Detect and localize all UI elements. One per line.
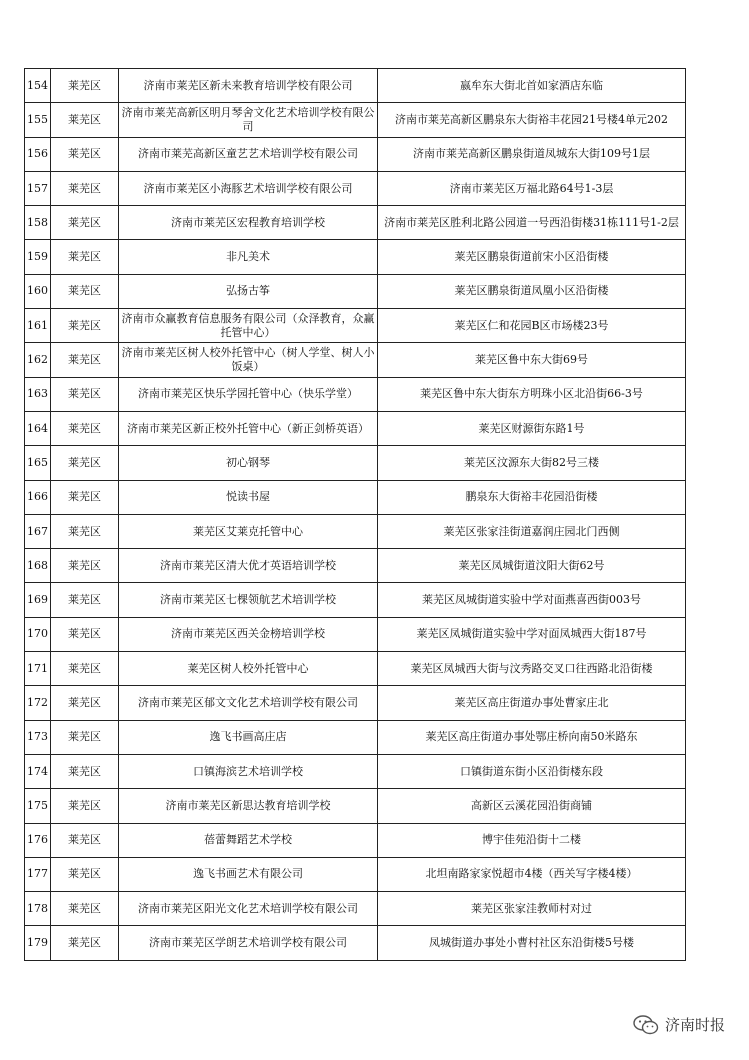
address-cell: 鹏泉东大街裕丰花园沿街楼 [378,480,686,514]
address-cell: 济南市莱芜高新区鹏泉街道凤城东大街109号1层 [378,137,686,171]
table-row [25,857,686,891]
institution-name-cell: 济南市莱芜区小海豚艺术培训学校有限公司 [119,171,378,205]
address-cell: 莱芜区鲁中东大街69号 [378,343,686,377]
institution-name-cell: 口镇海滨艺术培训学校 [119,754,378,788]
institution-name-cell: 济南市莱芜区西关金榜培训学校 [119,617,378,651]
institution-name-cell: 蓓蕾舞蹈艺术学校 [119,823,378,857]
row-number-cell: 164 [25,411,51,445]
table-row [25,171,686,205]
district-cell: 莱芜区 [51,411,119,445]
row-number-cell: 179 [25,926,51,960]
table-row [25,892,686,926]
table-row [25,103,686,137]
table-row [25,69,686,103]
row-number-cell: 170 [25,617,51,651]
address-cell: 莱芜区凤城街道实验中学对面燕喜西街003号 [378,583,686,617]
institution-name-cell: 济南市莱芜高新区明月琴舍文化艺术培训学校有限公司 [119,103,378,137]
row-number-cell: 157 [25,171,51,205]
row-number-cell: 165 [25,446,51,480]
institution-name-cell: 济南市众赢教育信息服务有限公司（众泽教育，众赢托管中心） [119,309,378,343]
institution-name-cell: 莱芜区树人校外托管中心 [119,652,378,686]
row-number-cell: 163 [25,377,51,411]
row-number-cell: 155 [25,103,51,137]
district-cell: 莱芜区 [51,446,119,480]
institution-table [24,68,686,961]
district-cell: 莱芜区 [51,652,119,686]
row-number-cell: 154 [25,69,51,103]
table-row [25,754,686,788]
district-cell: 莱芜区 [51,103,119,137]
institution-name-cell: 悦读书屋 [119,480,378,514]
district-cell: 莱芜区 [51,823,119,857]
row-number-cell: 176 [25,823,51,857]
district-cell: 莱芜区 [51,617,119,651]
district-cell: 莱芜区 [51,686,119,720]
row-number-cell: 169 [25,583,51,617]
institution-name-cell: 济南市莱芜区学朗艺术培训学校有限公司 [119,926,378,960]
table-row [25,377,686,411]
table-row [25,617,686,651]
row-number-cell: 178 [25,892,51,926]
address-cell: 莱芜区汶源东大街82号三楼 [378,446,686,480]
table-row [25,789,686,823]
address-cell: 莱芜区凤城西大街与汶秀路交叉口往西路北沿街楼 [378,652,686,686]
table-body [25,69,686,961]
address-cell: 嬴牟东大街北首如家酒店东临 [378,69,686,103]
institution-name-cell: 济南市莱芜区七棵领航艺术培训学校 [119,583,378,617]
address-cell: 济南市莱芜区胜利北路公园道一号西沿街楼31栋111号1-2层 [378,206,686,240]
institution-name-cell: 济南市莱芜区快乐学园托管中心（快乐学堂） [119,377,378,411]
table-row [25,240,686,274]
district-cell: 莱芜区 [51,857,119,891]
district-cell: 莱芜区 [51,480,119,514]
table-row [25,274,686,308]
institution-name-cell: 逸飞书画艺术有限公司 [119,857,378,891]
address-cell: 北坦南路家家悦超市4楼（西关写字楼4楼） [378,857,686,891]
district-cell: 莱芜区 [51,240,119,274]
table-row [25,823,686,857]
row-number-cell: 172 [25,686,51,720]
address-cell: 凤城街道办事处小曹村社区东沿街楼5号楼 [378,926,686,960]
address-cell: 济南市莱芜高新区鹏泉东大街裕丰花园21号楼4单元202 [378,103,686,137]
row-number-cell: 167 [25,514,51,548]
table-row [25,137,686,171]
district-cell: 莱芜区 [51,549,119,583]
institution-name-cell: 济南市莱芜区新未来教育培训学校有限公司 [119,69,378,103]
row-number-cell: 174 [25,754,51,788]
table-row [25,480,686,514]
table-row [25,343,686,377]
table-row [25,583,686,617]
district-cell: 莱芜区 [51,137,119,171]
institution-name-cell: 济南市莱芜区宏程教育培训学校 [119,206,378,240]
table-row [25,446,686,480]
address-cell: 口镇街道东街小区沿街楼东段 [378,754,686,788]
table-row [25,720,686,754]
row-number-cell: 173 [25,720,51,754]
address-cell: 莱芜区财源街东路1号 [378,411,686,445]
district-cell: 莱芜区 [51,720,119,754]
district-cell: 莱芜区 [51,926,119,960]
institution-name-cell: 济南市莱芜区新思达教育培训学校 [119,789,378,823]
district-cell: 莱芜区 [51,514,119,548]
row-number-cell: 171 [25,652,51,686]
district-cell: 莱芜区 [51,892,119,926]
row-number-cell: 177 [25,857,51,891]
document-page [24,68,686,961]
district-cell: 莱芜区 [51,274,119,308]
address-cell: 高新区云溪花园沿街商铺 [378,789,686,823]
address-cell: 莱芜区鹏泉街道凤凰小区沿街楼 [378,274,686,308]
address-cell: 莱芜区高庄街道办事处鄂庄桥向南50米路东 [378,720,686,754]
table-row [25,926,686,960]
address-cell: 莱芜区凤城街道实验中学对面凤城西大街187号 [378,617,686,651]
district-cell: 莱芜区 [51,583,119,617]
wechat-icon [633,1015,659,1035]
table-row [25,514,686,548]
institution-name-cell: 弘扬古筝 [119,274,378,308]
table-row [25,309,686,343]
district-cell: 莱芜区 [51,754,119,788]
table-row [25,206,686,240]
institution-name-cell: 非凡美术 [119,240,378,274]
table-row [25,549,686,583]
district-cell: 莱芜区 [51,171,119,205]
row-number-cell: 175 [25,789,51,823]
address-cell: 莱芜区凤城街道汶阳大街62号 [378,549,686,583]
row-number-cell: 156 [25,137,51,171]
district-cell: 莱芜区 [51,309,119,343]
footer-watermark [633,1014,725,1035]
footer-brand: 济南时报 [664,1016,725,1034]
institution-name-cell: 逸飞书画高庄店 [119,720,378,754]
district-cell: 莱芜区 [51,377,119,411]
district-cell: 莱芜区 [51,343,119,377]
institution-name-cell: 济南市莱芜区树人校外托管中心（树人学堂、树人小饭桌） [119,343,378,377]
address-cell: 莱芜区高庄街道办事处曹家庄北 [378,686,686,720]
district-cell: 莱芜区 [51,206,119,240]
district-cell: 莱芜区 [51,69,119,103]
institution-name-cell: 莱芜区艾莱克托管中心 [119,514,378,548]
address-cell: 莱芜区鲁中东大街东方明珠小区北沿街66-3号 [378,377,686,411]
row-number-cell: 160 [25,274,51,308]
institution-name-cell: 济南市莱芜区郁文文化艺术培训学校有限公司 [119,686,378,720]
row-number-cell: 168 [25,549,51,583]
address-cell: 博宇佳苑沿街十二楼 [378,823,686,857]
address-cell: 莱芜区鹏泉街道前宋小区沿街楼 [378,240,686,274]
address-cell: 莱芜区张家洼街道嘉润庄园北门西侧 [378,514,686,548]
institution-name-cell: 济南市莱芜高新区童艺艺术培训学校有限公司 [119,137,378,171]
table-row [25,411,686,445]
institution-name-cell: 济南市莱芜区新正校外托管中心（新正剑桥英语） [119,411,378,445]
institution-name-cell: 初心钢琴 [119,446,378,480]
row-number-cell: 162 [25,343,51,377]
address-cell: 济南市莱芜区万福北路64号1-3层 [378,171,686,205]
row-number-cell: 166 [25,480,51,514]
table-row [25,652,686,686]
address-cell: 莱芜区仁和花园B区市场楼23号 [378,309,686,343]
institution-name-cell: 济南市莱芜区阳光文化艺术培训学校有限公司 [119,892,378,926]
table-row [25,686,686,720]
row-number-cell: 158 [25,206,51,240]
address-cell: 莱芜区张家洼教师村对过 [378,892,686,926]
district-cell: 莱芜区 [51,789,119,823]
row-number-cell: 161 [25,309,51,343]
row-number-cell: 159 [25,240,51,274]
institution-name-cell: 济南市莱芜区清大优才英语培训学校 [119,549,378,583]
